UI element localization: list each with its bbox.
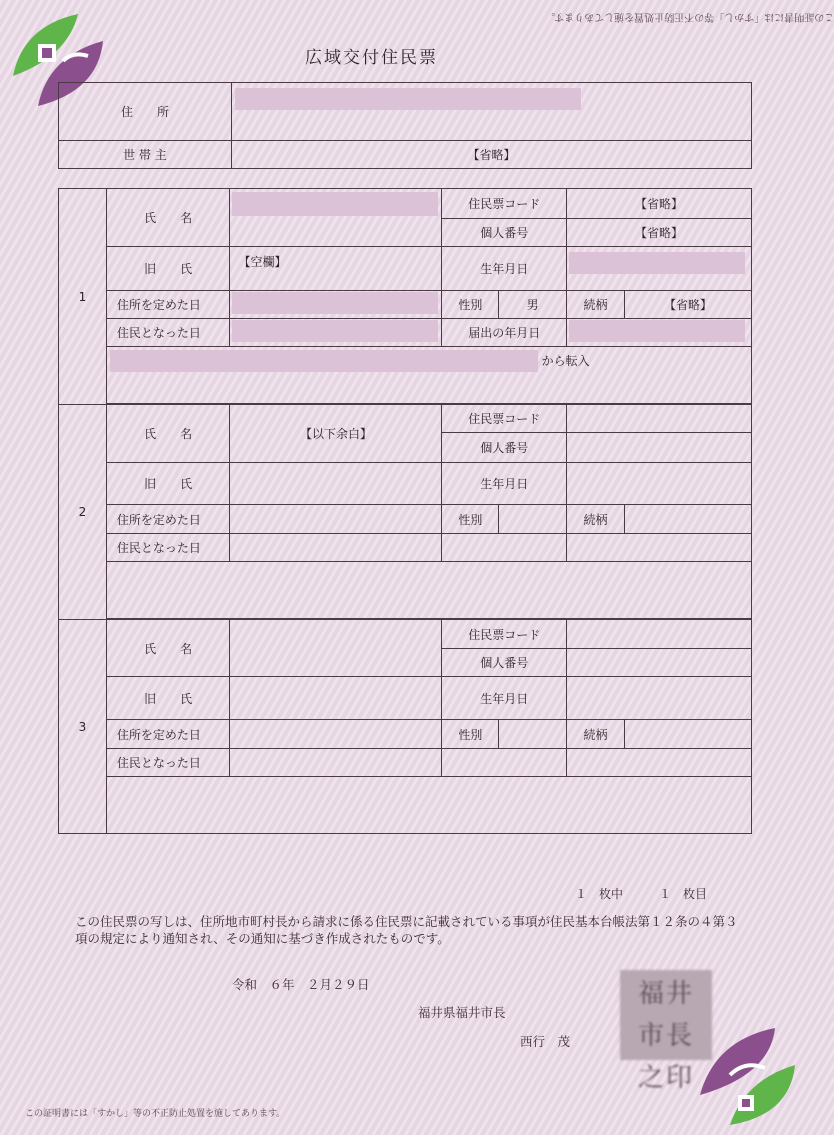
person-1-notes <box>106 347 751 404</box>
person-3-name-value <box>230 620 442 677</box>
person-2-address-date-value <box>230 505 442 534</box>
person-1-birth-date-value <box>566 247 751 291</box>
person-3-gender-label: 性別 <box>442 720 499 749</box>
issue-date: 令和 ６年 ２月２９日 <box>232 977 370 992</box>
page-count: １ 枚中 １ 枚目 <box>575 887 708 901</box>
person-3-resident-date-value <box>230 749 442 777</box>
address-redaction <box>235 88 581 110</box>
certification-text: この住民票の写しは、住所地市町村長から請求に係る住民票に記載されている事項が住民基本台帳法第１２条の４第３項の規定により通知され、その通知に基づき作成されたものです。 <box>75 914 738 946</box>
person-1-personal-number-value: 【省略】 <box>566 219 751 247</box>
person-2-index: 2 <box>59 405 107 620</box>
person-1-personal-number-label: 個人番号 <box>442 219 567 247</box>
person-2-birth-date-value <box>566 463 751 505</box>
person-1-index: 1 <box>59 189 107 405</box>
person-2-name-label: 氏 名 <box>106 405 230 463</box>
person-1-relation-value: 【省略】 <box>624 291 751 319</box>
person-2-relation-value <box>624 505 751 534</box>
person-3-address-date-label: 住所を定めた日 <box>106 720 230 749</box>
residents-table <box>58 188 752 834</box>
header-table <box>58 82 752 169</box>
person-1-address-date-value <box>230 291 442 319</box>
person-2-resident-date-value <box>230 534 442 562</box>
person-3-gender-value <box>499 720 567 749</box>
person-1-address-date-label: 住所を定めた日 <box>106 291 230 319</box>
person-3-resident-code-label: 住民票コード <box>442 620 567 649</box>
person-2-notes <box>106 562 751 619</box>
person-2-old-name-label: 旧 氏 <box>106 463 230 505</box>
person-3-old-name-label: 旧 氏 <box>106 677 230 720</box>
person-3-old-name-value <box>230 677 442 720</box>
person-3-birth-date-label: 生年月日 <box>442 677 567 720</box>
person-2-notify-date-value <box>566 534 751 562</box>
person-3-resident-date-label: 住民となった日 <box>106 749 230 777</box>
person-1-birth-date-redaction <box>569 252 745 274</box>
person-1-address-date-redaction <box>232 292 438 314</box>
person-1-gender-label: 性別 <box>442 291 499 319</box>
person-2-resident-code-label: 住民票コード <box>442 405 567 433</box>
person-1-name-redaction <box>232 192 438 216</box>
seal-label: 福井市長之印 <box>637 979 694 1093</box>
householder-label: 世 帯 主 <box>59 141 232 169</box>
person-2-notify-date-cell <box>442 534 567 562</box>
person-2-name-value: 【以下余白】 <box>230 405 442 463</box>
person-3-notes <box>106 777 751 834</box>
address-label: 住 所 <box>59 83 232 141</box>
person-1-notify-date-label: 届出の年月日 <box>442 319 567 347</box>
person-2-personal-number-value <box>566 433 751 463</box>
person-1-resident-date-redaction <box>232 320 438 342</box>
person-2-birth-date-label: 生年月日 <box>442 463 567 505</box>
person-2-resident-date-label: 住民となった日 <box>106 534 230 562</box>
person-1-old-name-value: 【空欄】 <box>230 247 442 291</box>
person-3-address-date-value <box>230 720 442 749</box>
person-2-resident-code-value <box>566 405 751 433</box>
person-2-gender-value <box>499 505 567 534</box>
address-value <box>232 83 752 141</box>
person-2-old-name-value <box>230 463 442 505</box>
person-1-name-value <box>230 189 442 247</box>
person-3-personal-number-label: 個人番号 <box>442 649 567 677</box>
person-1-moved-from-text: から転入 <box>541 354 590 368</box>
official-seal <box>620 970 712 1093</box>
document-title: 広域交付住民票 <box>305 48 438 68</box>
security-note-inverted: この証明書には「すかし」等の不正防止処置を施してあります。 <box>545 11 834 22</box>
person-1-name-label: 氏 名 <box>106 189 230 247</box>
person-1-resident-code-label: 住民票コード <box>442 189 567 219</box>
person-1-resident-date-value <box>230 319 442 347</box>
person-3-birth-date-value <box>566 677 751 720</box>
issuer-title: 福井県福井市長 <box>418 1005 506 1020</box>
person-2-relation-label: 続柄 <box>566 505 624 534</box>
person-3-index: 3 <box>59 620 107 834</box>
person-1-gender-value: 男 <box>499 291 567 319</box>
person-1-old-name-label: 旧 氏 <box>106 247 230 291</box>
person-1-resident-date-label: 住民となった日 <box>106 319 230 347</box>
person-3-personal-number-value <box>566 649 751 677</box>
person-3-resident-code-value <box>566 620 751 649</box>
person-2-personal-number-label: 個人番号 <box>442 433 567 463</box>
person-2-gender-label: 性別 <box>442 505 499 534</box>
person-3-name-label: 氏 名 <box>106 620 230 677</box>
person-1-relation-label: 続柄 <box>566 291 624 319</box>
person-1-resident-code-value: 【省略】 <box>566 189 751 219</box>
person-3-notify-date-cell <box>442 749 567 777</box>
person-3-relation-value <box>624 720 751 749</box>
person-1-notify-date-redaction <box>569 320 745 342</box>
mayor-name: 西行 茂 <box>520 1034 571 1049</box>
person-2-address-date-label: 住所を定めた日 <box>106 505 230 534</box>
person-1-birth-date-label: 生年月日 <box>442 247 567 291</box>
person-3-notify-date-value <box>566 749 751 777</box>
householder-value: 【省略】 <box>232 141 752 169</box>
person-1-notify-date-value <box>566 319 751 347</box>
security-footer-note: この証明書には「すかし」等の不正防止処置を施してあります。 <box>25 1109 286 1119</box>
person-1-previous-address-redaction <box>110 350 538 372</box>
person-3-relation-label: 続柄 <box>566 720 624 749</box>
